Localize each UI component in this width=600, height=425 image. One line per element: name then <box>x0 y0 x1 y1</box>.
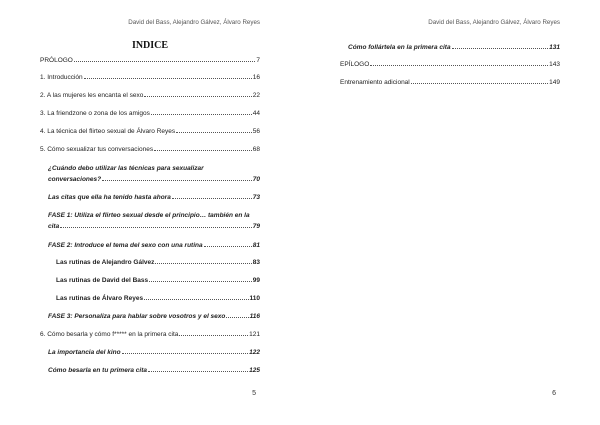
toc-entry[interactable]: EPÍLOGO 143 <box>340 61 560 68</box>
right-page <box>300 0 600 425</box>
toc-entry[interactable]: Cómo follártela en la primera cita 131 <box>348 44 560 51</box>
toc-entry[interactable]: Entrenamiento adicional 149 <box>340 79 560 86</box>
toc-entry[interactable]: FASE 1: Utiliza el flirteo sexual desde el principio… también en la cita 79 <box>48 212 260 230</box>
toc-entry[interactable]: 3. La friendzone o zona de los amigos 44 <box>40 110 260 117</box>
page-header: David del Bass, Alejandro Gálvez, Álvaro Reyes <box>428 19 560 26</box>
toc-entry[interactable]: 2. A las mujeres les encanta el sexo 22 <box>40 92 260 99</box>
page-number: 6 <box>552 390 556 397</box>
toc-entry[interactable]: La importancia del kino 122 <box>48 349 260 356</box>
toc-entry[interactable]: Cómo besarla en tu primera cita 125 <box>48 367 260 374</box>
toc-entry[interactable]: 6. Cómo besarla y cómo f***** en la primera cita 121 <box>40 331 260 338</box>
toc-entry[interactable]: Las citas que ella ha tenido hasta ahora 73 <box>48 194 260 201</box>
toc-entry[interactable]: Las rutinas de Alejandro Gálvez 83 <box>56 259 260 266</box>
page-header: David del Bass, Alejandro Gálvez, Álvaro Reyes <box>128 19 260 26</box>
toc-entry[interactable]: 5. Cómo sexualizar tus conversaciones 68 <box>40 146 260 153</box>
toc-entry[interactable]: Las rutinas de David del Bass 99 <box>56 277 260 284</box>
toc-entry[interactable]: FASE 3: Personaliza para hablar sobre vosotros y el sexo 116 <box>48 313 260 320</box>
toc-entry[interactable]: FASE 2: Introduce el tema del sexo con una rutina 81 <box>48 242 260 249</box>
toc-entry[interactable]: Las rutinas de Álvaro Reyes 110 <box>56 295 260 302</box>
page-number: 5 <box>252 390 256 397</box>
toc-entry[interactable]: 1. Introducción 16 <box>40 74 260 81</box>
toc-entry[interactable]: PRÓLOGO 7 <box>40 57 260 64</box>
toc-entry[interactable]: ¿Cuándo debo utilizar las técnicas para sexualizar conversaciones? 70 <box>48 165 260 183</box>
toc-entry[interactable]: 4. La técnica del flirteo sexual de Álvaro Reyes 56 <box>40 128 260 135</box>
toc-title: INDICE <box>131 40 169 51</box>
